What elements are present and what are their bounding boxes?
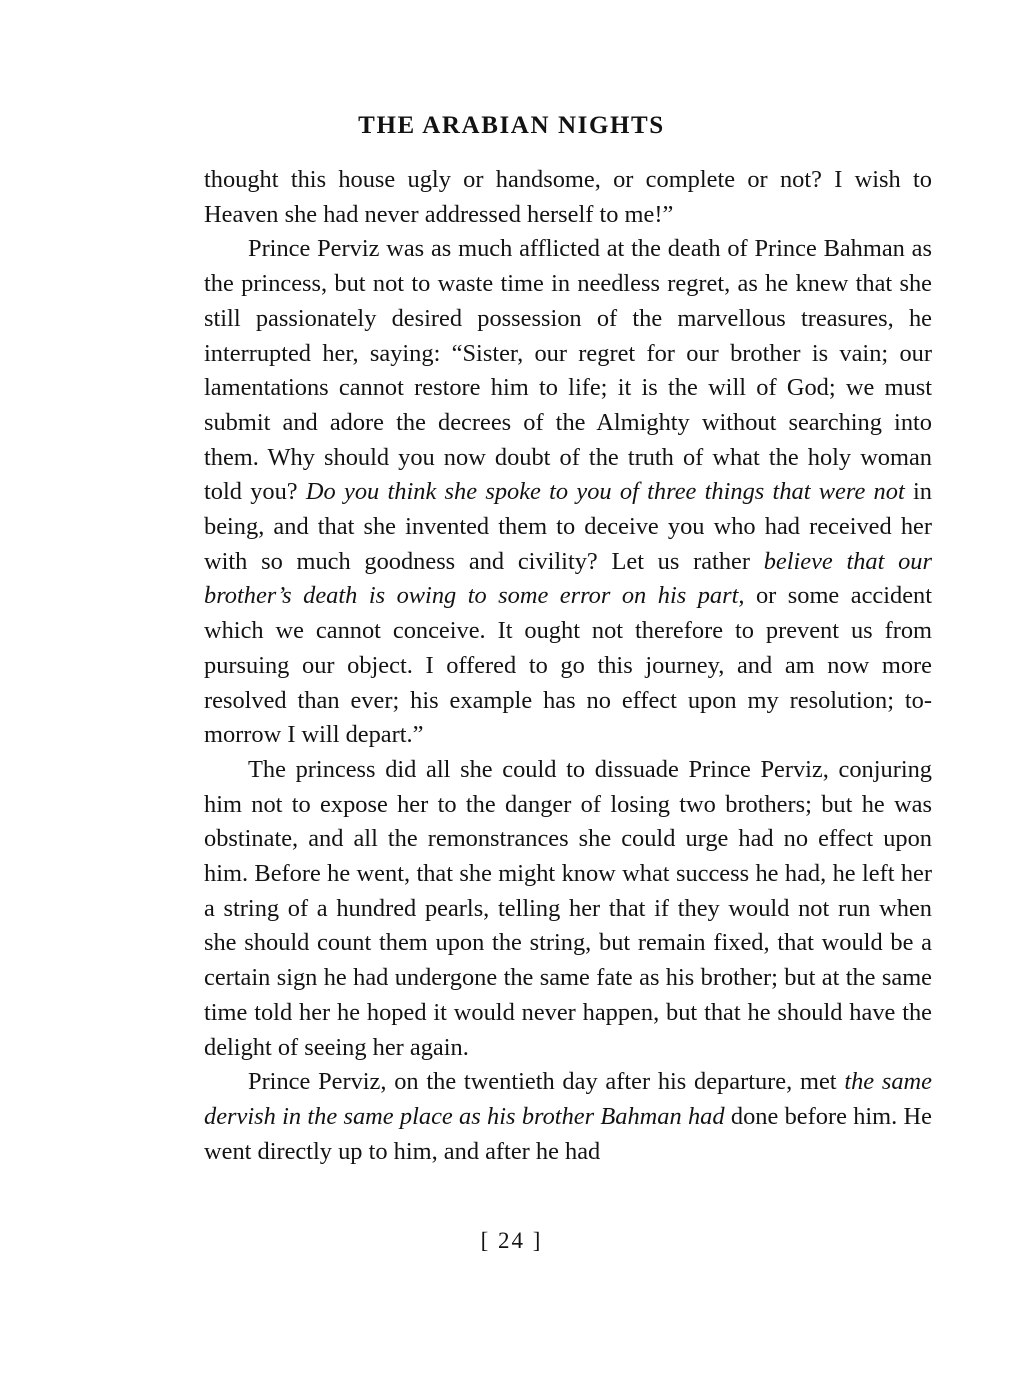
italic-text-run: the same dervish in the same place as his brother Bahman had <box>204 1068 932 1130</box>
body-paragraph <box>204 163 932 232</box>
body-paragraph <box>204 1065 932 1169</box>
page-body-text <box>204 163 932 1169</box>
body-paragraph <box>204 753 932 1065</box>
text-run: thought this house ugly or handsome, or complete or not? I wish to Heaven she had never addressed herself to me!” <box>204 166 932 228</box>
italic-text-run: Do you think she spoke to you of three things that were not <box>305 478 905 506</box>
text-run: or some accident which we cannot conceive. It ought not therefore to prevent us from pursuing our object. I offered to go this journey, and am now more resolved than ever; his example has no effect upon my resolution; to-morrow I will depart.” <box>204 582 932 749</box>
page-number: [ 24 ] <box>480 1228 543 1253</box>
text-run: Prince Perviz was as much afflicted at the death of Prince Bahman as the princess, but not to waste time in needless regret, as he knew that she still passionately desired possession of the marvellous treasures, he interrupted her, saying: “Sister, our regret for our brother is vain; our lamentations cannot restore him to life; it is the will of God; we must submit and adore the decrees of the Almighty without searching into them. Why should you now doubt of the truth of what the holy woman told you? <box>204 235 932 506</box>
text-run: The princess did all she could to dissuade Prince Perviz, conjuring him not to expose her to the danger of losing two brothers; but he was obstinate, and all the remonstrances she could urge had no effect upon him. Before he went, that she might know what success he had, he left her a string of a hundred pearls, telling her that if they would not run when she should count them upon the string, but remain fixed, that would be a certain sign he had undergone the same fate as his brother; but at the same time told her he hoped it would never happen, but that he should have the delight of seeing her again. <box>204 755 932 1061</box>
text-run: in being, and that she invented them to deceive you who had received her with so much goodness and civility? Let us rather <box>204 478 932 575</box>
text-run: Prince Perviz, on the twentieth day after his departure, met <box>248 1068 845 1096</box>
body-paragraph <box>204 232 932 753</box>
italic-text-run: believe that our brother’s death is owing to some error on his part, <box>204 547 932 610</box>
text-run: done before him. He went directly up to him, and after he had <box>204 1102 932 1165</box>
page-running-head: THE ARABIAN NIGHTS <box>358 112 665 139</box>
